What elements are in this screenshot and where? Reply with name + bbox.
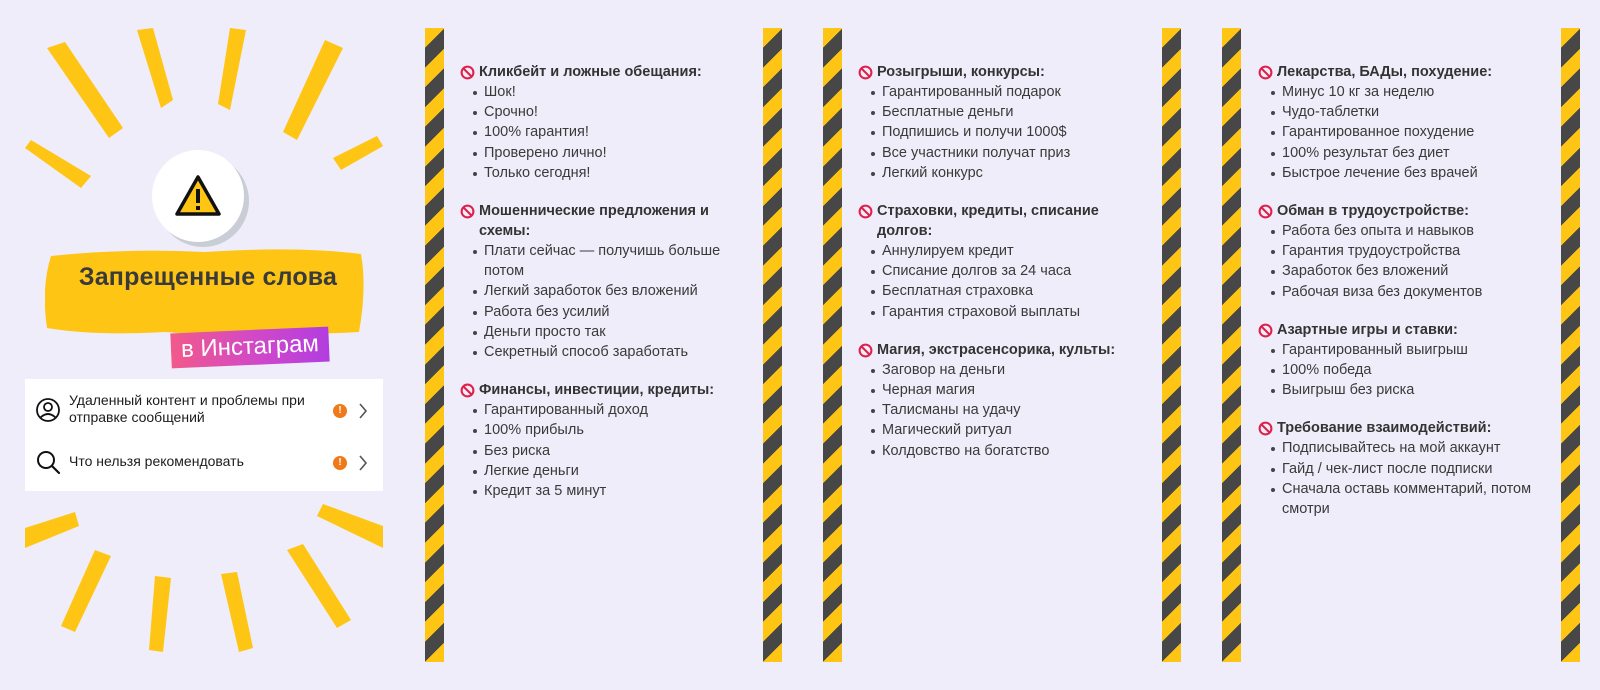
category-title-text: Розыгрыши, конкурсы: bbox=[877, 64, 1045, 80]
banned-phrase: Бесплатная страховка bbox=[858, 281, 1148, 301]
banned-words-column-3 bbox=[1258, 62, 1548, 537]
chevron-right-icon bbox=[358, 402, 368, 420]
category-title-text: Финансы, инвестиции, кредиты: bbox=[479, 382, 715, 399]
banned-category bbox=[858, 340, 1148, 461]
banned-phrase: Магический ритуал bbox=[858, 420, 1148, 440]
banned-phrase-list bbox=[858, 82, 1148, 183]
banned-phrase: Проверено лично! bbox=[460, 143, 750, 163]
category-title bbox=[858, 340, 1148, 360]
banned-phrase: Деньги просто так bbox=[460, 322, 750, 342]
banned-phrase: Аннулируем кредит bbox=[858, 241, 1148, 261]
banned-category bbox=[1258, 418, 1548, 519]
banned-phrase: 100% победа bbox=[1258, 360, 1548, 380]
banned-words-column-1 bbox=[460, 62, 750, 519]
category-title bbox=[1258, 320, 1548, 340]
banned-phrase: Шок! bbox=[460, 82, 750, 102]
category-title-text: Лекарства, БАДы, похудение: bbox=[1277, 64, 1493, 80]
page-subtitle: в Инстаграм bbox=[170, 327, 329, 369]
category-title bbox=[858, 201, 1148, 241]
banned-category bbox=[858, 62, 1148, 183]
hazard-stripe bbox=[1222, 28, 1241, 662]
cover-panel bbox=[25, 28, 383, 662]
banned-phrase-list bbox=[460, 82, 750, 183]
settings-menu-card bbox=[25, 379, 383, 491]
warning-triangle-icon bbox=[174, 174, 222, 218]
prohibited-icon bbox=[460, 204, 475, 219]
banned-phrase: Гарантия трудоустройства bbox=[1258, 241, 1548, 261]
banned-phrase: Гарантированный выигрыш bbox=[1258, 340, 1548, 360]
banned-phrase: Сначала оставь комментарий, потом смотри bbox=[1258, 479, 1548, 519]
banned-phrase: Гарантированный доход bbox=[460, 400, 750, 420]
banned-phrase: Гарантированный подарок bbox=[858, 82, 1148, 102]
banned-phrase: Легкий заработок без вложений bbox=[460, 281, 750, 301]
banned-phrase-list bbox=[858, 360, 1148, 461]
category-title bbox=[1258, 62, 1548, 82]
prohibited-icon bbox=[460, 65, 475, 80]
banned-phrase: Работа без усилий bbox=[460, 302, 750, 322]
banned-phrase: Плати сейчас — получишь больше потом bbox=[460, 241, 750, 281]
warning-badge bbox=[152, 150, 244, 242]
banned-category bbox=[1258, 62, 1548, 183]
menu-item-not-recommended[interactable] bbox=[25, 437, 383, 489]
prohibited-icon bbox=[858, 343, 873, 358]
search-icon bbox=[35, 449, 61, 475]
menu-item-removed-content[interactable] bbox=[25, 385, 383, 437]
category-title-text: Страховки, кредиты, списание долгов: bbox=[877, 203, 1099, 240]
banned-category bbox=[460, 380, 750, 501]
alert-badge: ! bbox=[333, 456, 347, 470]
prohibited-icon bbox=[1258, 65, 1273, 80]
banned-phrase: Бесплатные деньги bbox=[858, 102, 1148, 122]
banned-phrase: Все участники получат приз bbox=[858, 143, 1148, 163]
banned-category bbox=[460, 201, 750, 362]
category-title bbox=[460, 201, 750, 241]
category-title-text: Азартные игры и ставки: bbox=[1277, 321, 1458, 338]
banned-phrase-list bbox=[1258, 340, 1548, 401]
banned-category bbox=[1258, 201, 1548, 302]
banned-phrase-list bbox=[1258, 438, 1548, 519]
category-title bbox=[460, 62, 750, 82]
banned-phrase: Срочно! bbox=[460, 102, 750, 122]
banned-phrase: Гайд / чек-лист после подписки bbox=[1258, 459, 1548, 479]
category-title-text: Мошеннические предложения и схемы: bbox=[479, 203, 709, 240]
banned-phrase: Без риска bbox=[460, 441, 750, 461]
banned-phrase: Гарантированное похудение bbox=[1258, 122, 1548, 142]
banned-phrase: Кредит за 5 минут bbox=[460, 481, 750, 501]
prohibited-icon bbox=[1258, 323, 1273, 338]
banned-category bbox=[460, 62, 750, 183]
category-title-text: Требование взаимодействий: bbox=[1277, 420, 1492, 437]
banned-phrase: 100% гарантия! bbox=[460, 122, 750, 142]
banned-phrase: Подписывайтесь на мой аккаунт bbox=[1258, 438, 1548, 458]
hazard-stripe bbox=[823, 28, 842, 662]
banned-words-column-2 bbox=[858, 62, 1148, 479]
banned-phrase-list bbox=[1258, 221, 1548, 302]
banned-phrase: Колдовство на богатство bbox=[858, 441, 1148, 461]
banned-phrase: Черная магия bbox=[858, 380, 1148, 400]
banned-phrase: Работа без опыта и навыков bbox=[1258, 221, 1548, 241]
banned-phrase-list bbox=[1258, 82, 1548, 183]
hazard-stripe bbox=[1162, 28, 1181, 662]
banned-phrase: 100% прибыль bbox=[460, 420, 750, 440]
banned-phrase: Только сегодня! bbox=[460, 163, 750, 183]
chevron-right-icon bbox=[358, 454, 368, 472]
prohibited-icon bbox=[858, 204, 873, 219]
banned-phrase-list bbox=[460, 400, 750, 501]
menu-item-label: Что нельзя рекомендовать bbox=[69, 453, 244, 469]
banned-phrase: Заговор на деньги bbox=[858, 360, 1148, 380]
prohibited-icon bbox=[1258, 204, 1273, 219]
prohibited-icon bbox=[1258, 421, 1273, 436]
banned-phrase: Заработок без вложений bbox=[1258, 261, 1548, 281]
page-title: Запрещенные слова bbox=[78, 263, 338, 291]
banned-phrase-list bbox=[460, 241, 750, 362]
category-title bbox=[858, 62, 1148, 82]
hazard-stripe bbox=[763, 28, 782, 662]
category-title-text: Магия, экстрасенсорика, культы: bbox=[877, 341, 1116, 358]
banned-category bbox=[1258, 320, 1548, 401]
banned-phrase: Подпишись и получи 1000$ bbox=[858, 122, 1148, 142]
hazard-stripe bbox=[425, 28, 444, 662]
banned-phrase: Легкие деньги bbox=[460, 461, 750, 481]
banned-phrase: Талисманы на удачу bbox=[858, 400, 1148, 420]
banned-phrase: 100% результат без диет bbox=[1258, 143, 1548, 163]
banned-phrase: Быстрое лечение без врачей bbox=[1258, 163, 1548, 183]
banned-phrase: Выигрыш без риска bbox=[1258, 380, 1548, 400]
category-title bbox=[460, 380, 750, 400]
category-title bbox=[1258, 201, 1548, 221]
hazard-stripe bbox=[1561, 28, 1580, 662]
banned-phrase: Рабочая виза без документов bbox=[1258, 282, 1548, 302]
prohibited-icon bbox=[460, 383, 475, 398]
banned-phrase: Списание долгов за 24 часа bbox=[858, 261, 1148, 281]
banned-category bbox=[858, 201, 1148, 322]
alert-badge: ! bbox=[333, 404, 347, 418]
user-circle-icon bbox=[35, 397, 61, 423]
category-title-text: Обман в трудоустройстве: bbox=[1277, 203, 1469, 220]
banned-phrase: Минус 10 кг за неделю bbox=[1258, 82, 1548, 102]
banned-phrase: Гарантия страховой выплаты bbox=[858, 302, 1148, 322]
prohibited-icon bbox=[858, 65, 873, 80]
cover-title-block bbox=[45, 248, 365, 368]
menu-item-label: Удаленный контент и проблемы при отправке сообщений bbox=[69, 392, 305, 425]
banned-phrase: Секретный способ заработать bbox=[460, 342, 750, 362]
title-highlight-shape bbox=[45, 248, 365, 336]
banned-phrase: Легкий конкурс bbox=[858, 163, 1148, 183]
banned-phrase: Чудо-таблетки bbox=[1258, 102, 1548, 122]
category-title bbox=[1258, 418, 1548, 438]
category-title-text: Кликбейт и ложные обещания: bbox=[479, 64, 702, 80]
banned-phrase-list bbox=[858, 241, 1148, 322]
